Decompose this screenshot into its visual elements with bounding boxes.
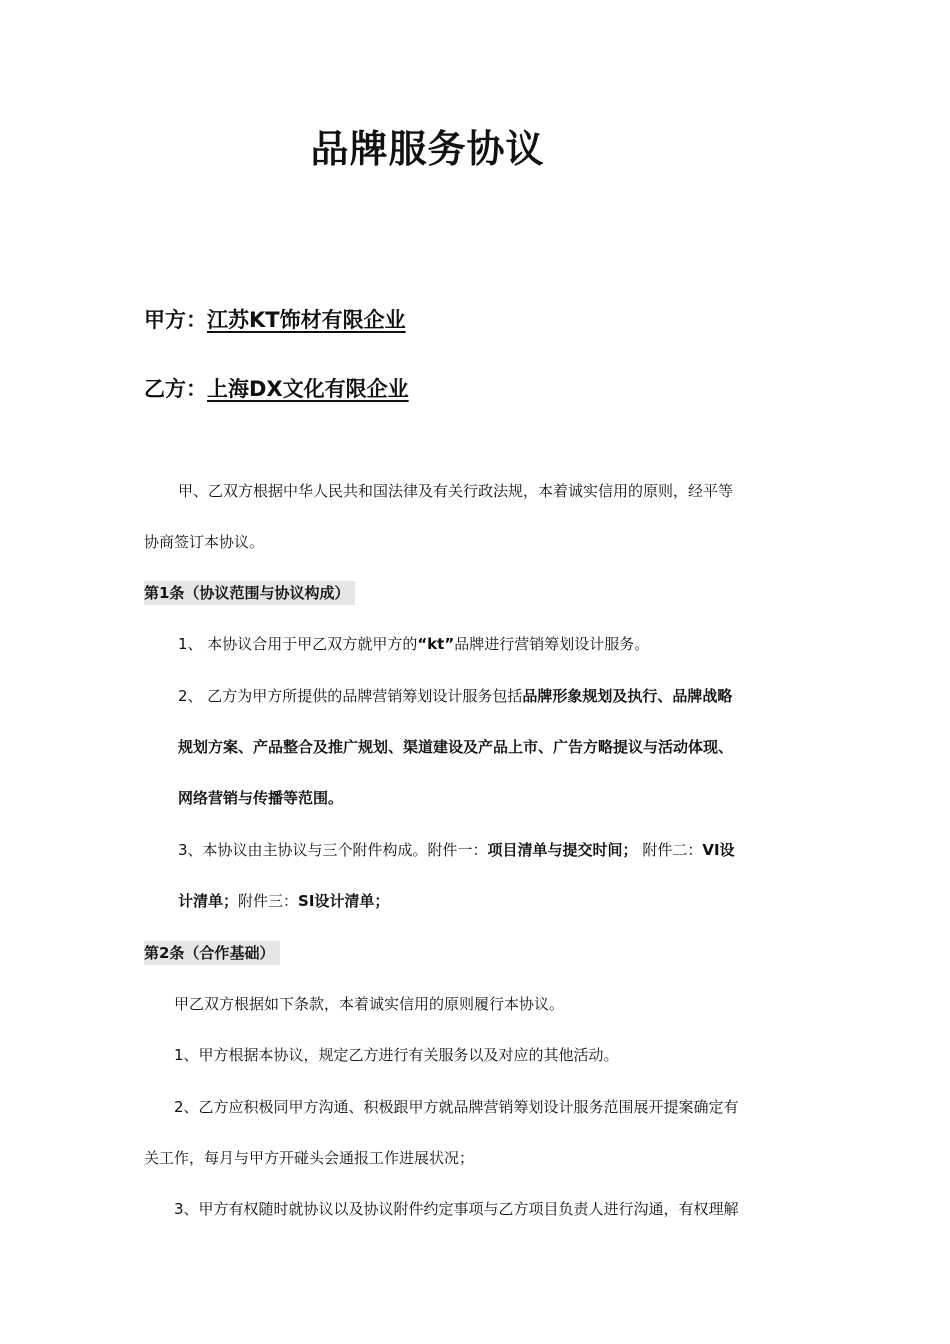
intro-line-2: 协商签订本协议。 — [144, 533, 265, 551]
article-1-item-3-line-1 — [178, 838, 735, 862]
article-1-heading: 第1条（协议范围与协议构成） — [144, 581, 355, 605]
article-2-item-2-line-2: 关工作，每月与甲方开碰头会通报工作进展状况； — [144, 1149, 475, 1167]
item-text: 2、 乙方为甲方所提供的品牌营销筹划设计服务包括 — [178, 687, 523, 705]
item-bold-text: SI设计清单； — [298, 892, 390, 910]
party-b-label: 乙方： — [144, 377, 207, 401]
item-text: 3、本协议由主协议与三个附件构成。附件一： — [178, 841, 488, 859]
article-1-item-2-line-1 — [178, 684, 732, 708]
brand-name: “kt” — [417, 635, 455, 653]
item-bold-text: 项目清单与提交时间； — [487, 841, 638, 859]
article-2-item-2-line-1: 2、乙方应积极同甲方沟通、积极跟甲方就品牌营销筹划设计服务范围展开提案确定有 — [174, 1098, 739, 1116]
party-b — [144, 373, 409, 403]
article-2-item-3-line-1: 3、甲方有权随时就协议以及协议附件约定事项与乙方项目负责人进行沟通，有权理解 — [174, 1200, 739, 1218]
party-a-name: 江苏KT饰材有限企业 — [207, 308, 406, 332]
item-bold-text: 品牌形象规划及执行、品牌战略 — [522, 687, 733, 705]
party-b-name: 上海DX文化有限企业 — [207, 377, 409, 401]
article-2-heading: 第2条（合作基础） — [144, 941, 280, 965]
item-text: 附件三： — [238, 892, 299, 910]
item-text: 附件二： — [637, 841, 703, 859]
article-2-item-1: 1、甲方根据本协议，规定乙方进行有关服务以及对应的其他活动。 — [174, 1046, 619, 1064]
party-a — [144, 304, 406, 334]
article-2-intro: 甲乙双方根据如下条款，本着诚实信用的原则履行本协议。 — [174, 995, 565, 1013]
item-text: 品牌进行营销筹划设计服务。 — [454, 635, 650, 653]
item-bold-text: 计清单； — [178, 892, 239, 910]
article-1-item-1 — [178, 632, 649, 656]
party-a-label: 甲方： — [144, 308, 207, 332]
article-1-item-2-line-2: 规划方案、产品整合及推广规划、渠道建设及产品上市、广告方略提议与活动体现、 — [178, 738, 734, 756]
item-bold-text: VI设 — [702, 841, 735, 859]
article-1-item-3-line-2 — [178, 889, 389, 913]
item-text: 1、 本协议合用于甲乙双方就甲方的 — [178, 635, 418, 653]
article-1-item-2-line-3: 网络营销与传播等范围。 — [178, 789, 344, 807]
intro-line-1: 甲、乙双方根据中华人民共和国法律及有关行政法规，本着诚实信用的原则，经平等 — [178, 482, 734, 500]
document-title: 品牌服务协议 — [310, 127, 545, 171]
